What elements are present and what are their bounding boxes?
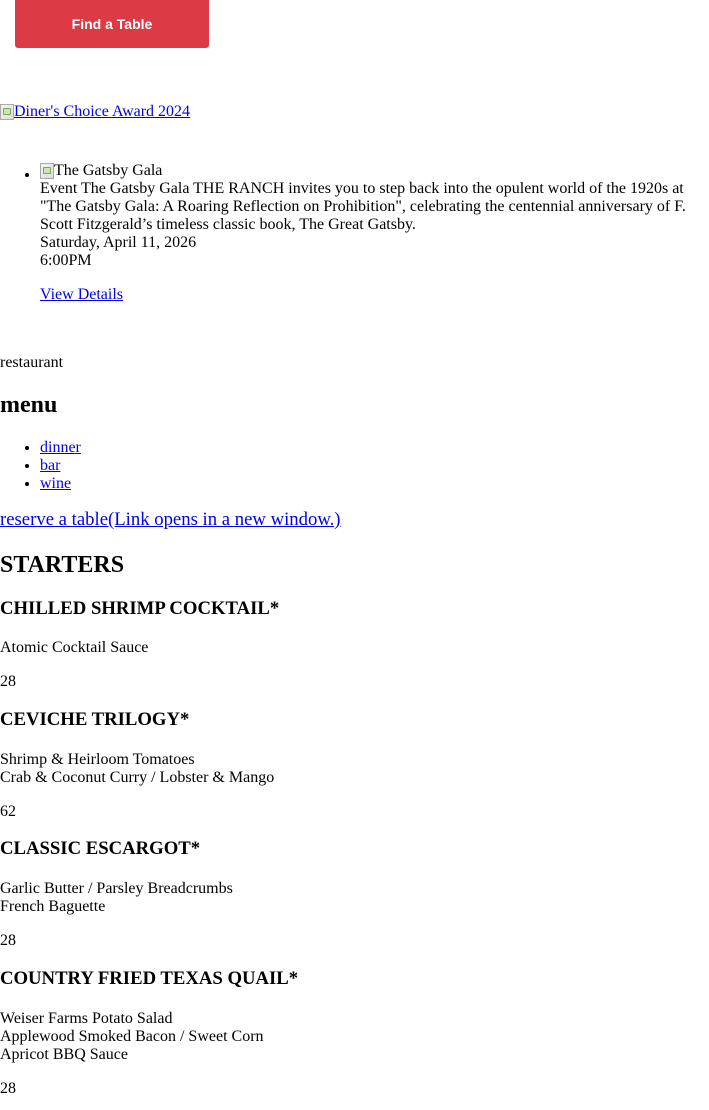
menu-item-price: 28 bbox=[0, 932, 16, 949]
award-link[interactable] bbox=[0, 103, 190, 121]
menu-nav bbox=[0, 439, 81, 493]
menu-item-description bbox=[0, 751, 274, 787]
menu-item-line: Applewood Smoked Bacon / Sweet Corn bbox=[0, 1028, 264, 1045]
menu-item-line: Garlic Butter / Parsley Breadcrumbs bbox=[0, 880, 233, 897]
award-alt-text: Diner's Choice Award 2024 bbox=[14, 103, 191, 120]
restaurant-label: restaurant bbox=[0, 354, 64, 371]
menu-item-dinner bbox=[40, 439, 81, 457]
menu-item-line: Atomic Cocktail Sauce bbox=[0, 639, 149, 656]
starters-heading: STARTERS bbox=[0, 552, 125, 578]
menu-item-name: CHILLED SHRIMP COCKTAIL* bbox=[0, 598, 280, 619]
menu-heading: menu bbox=[0, 392, 58, 418]
menu-item-name: CEVICHE TRILOGY* bbox=[0, 709, 190, 730]
menu-link-bar[interactable]: bar bbox=[40, 457, 61, 474]
menu-item-line: French Baguette bbox=[0, 898, 106, 915]
menu-item-price: 28 bbox=[0, 673, 16, 690]
menu-item-name: COUNTRY FRIED TEXAS QUAIL* bbox=[0, 968, 299, 989]
reserve-table-link[interactable] bbox=[0, 509, 341, 531]
menu-item-line: Crab & Coconut Curry / Lobster & Mango bbox=[0, 769, 275, 786]
event-item bbox=[40, 162, 709, 304]
menu-link-wine[interactable]: wine bbox=[40, 475, 72, 492]
menu-item-line: Shrimp & Heirloom Tomatoes bbox=[0, 751, 195, 768]
view-details-link[interactable]: View Details bbox=[40, 286, 124, 303]
menu-item-name: CLASSIC ESCARGOT* bbox=[0, 838, 201, 859]
reserve-label: reserve a table bbox=[0, 509, 108, 530]
event-image-alt: • The Gatsby Gala bbox=[54, 162, 163, 179]
event-image bbox=[40, 162, 709, 180]
menu-item-price: 28 bbox=[0, 1080, 16, 1097]
menu-item-description bbox=[0, 639, 148, 657]
menu-item-price: 62 bbox=[0, 803, 16, 820]
reserve-new-window-note: (Link opens in a new window.) bbox=[108, 509, 341, 530]
menu-item-bar bbox=[40, 457, 81, 475]
menu-link-dinner[interactable]: dinner bbox=[40, 439, 81, 456]
menu-item-line: Weiser Farms Potato Salad bbox=[0, 1010, 173, 1027]
find-a-table-button[interactable]: Find a Table bbox=[15, 0, 209, 48]
menu-item-line: Apricot BBQ Sauce bbox=[0, 1046, 128, 1063]
event-list bbox=[0, 162, 709, 304]
menu-item-wine bbox=[40, 475, 81, 493]
event-image-icon bbox=[40, 163, 54, 179]
event-date: Saturday, April 11, 2026 bbox=[40, 234, 197, 251]
award-image-icon bbox=[0, 104, 14, 120]
event-description: Event The Gatsby Gala THE RANCH invites you to step back into the opulent world of the 1920s at "The Gatsby Gala: A Roaring Reflection on Prohibition", celebrating the centennial anniversary of F. Scott Fitzgerald’s timeless classic book, The Great Gatsby. bbox=[40, 180, 686, 233]
menu-item-description bbox=[0, 1010, 264, 1064]
menu-item-description bbox=[0, 880, 233, 916]
event-time: 6:00PM bbox=[40, 252, 92, 269]
